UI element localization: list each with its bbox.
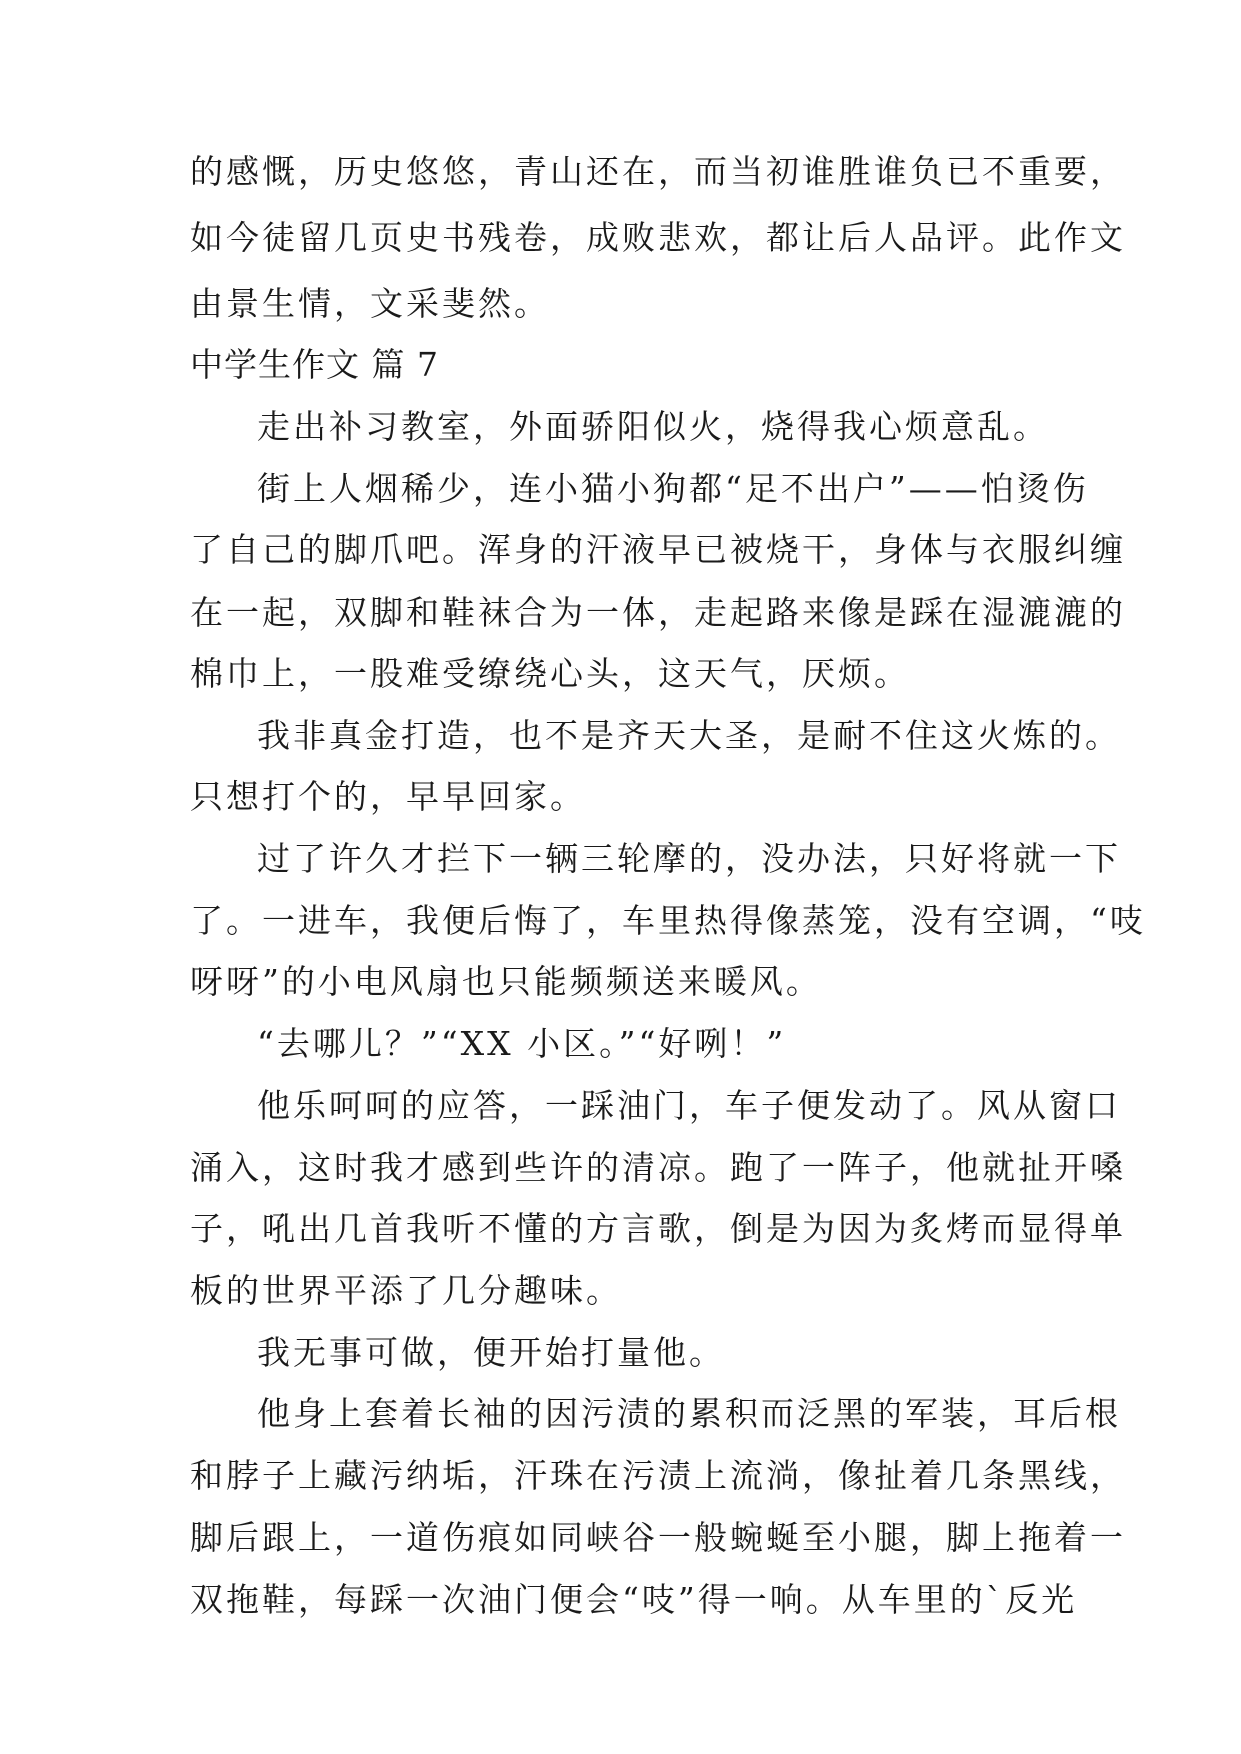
text-line: 双拖鞋，每踩一次油门便会“吱”得一响。从车里的`反光: [190, 1580, 1078, 1619]
text-line: 过了许久才拦下一辆三轮摩的，没办法，只好将就一下: [257, 839, 1121, 878]
text-line: 由景生情，文采斐然。: [190, 284, 550, 323]
text-line: 子，吼出几首我听不懂的方言歌，倒是为因为炙烤而显得单: [190, 1209, 1126, 1248]
text-line: 他身上套着长袖的因污渍的累积而泛黑的军装，耳后根: [257, 1394, 1121, 1433]
text-line: 走出补习教室，外面骄阳似火，烧得我心烦意乱。: [257, 407, 1049, 446]
text-line: 我非真金打造，也不是齐天大圣，是耐不住这火炼的。: [257, 716, 1121, 755]
section-heading: 中学生作文 篇 7: [190, 345, 439, 384]
text-line: 呀呀”的小电风扇也只能频频送来暖风。: [190, 962, 822, 1001]
text-line: 了。一进车，我便后悔了，车里热得像蒸笼，没有空调，“吱: [190, 901, 1146, 940]
text-line: 我无事可做，便开始打量他。: [257, 1333, 725, 1372]
text-line: 只想打个的，早早回家。: [190, 777, 586, 816]
text-line: 如今徒留几页史书残卷，成败悲欢，都让后人品评。此作文: [190, 218, 1126, 257]
text-line: 在一起，双脚和鞋袜合为一体，走起路来像是踩在湿漉漉的: [190, 593, 1126, 632]
text-line: 他乐呵呵的应答，一踩油门，车子便发动了。风从窗口: [257, 1086, 1121, 1125]
text-line: 脚后跟上，一道伤痕如同峡谷一般蜿蜒至小腿，脚上拖着一: [190, 1518, 1126, 1557]
text-line: 的感慨，历史悠悠，青山还在，而当初谁胜谁负已不重要，: [190, 152, 1126, 191]
text-line: 了自己的脚爪吧。浑身的汗液早已被烧干，身体与衣服纠缠: [190, 530, 1126, 569]
text-line: 街上人烟稀少，连小猫小狗都“足不出户”——怕烫伤: [257, 469, 1089, 508]
text-line: 棉巾上，一股难受缭绕心头，这天气，厌烦。: [190, 654, 910, 693]
dialogue-line: “去哪儿？”“XX 小区。”“好咧！”: [257, 1024, 787, 1063]
text-line: 和脖子上藏污纳垢，汗珠在污渍上流淌，像扯着几条黑线，: [190, 1456, 1126, 1495]
text-line: 板的世界平添了几分趣味。: [190, 1271, 622, 1310]
text-line: 涌入，这时我才感到些许的清凉。跑了一阵子，他就扯开嗓: [190, 1148, 1126, 1187]
